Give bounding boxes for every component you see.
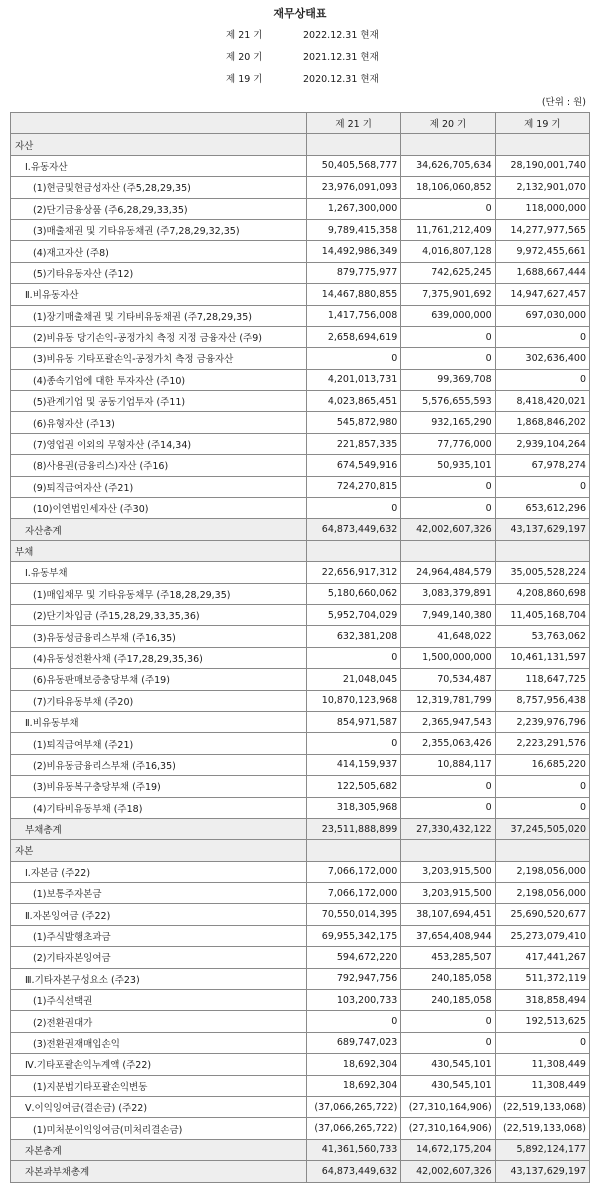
period-date: 2020.12.31 현재 [303,74,379,85]
amount-cell: 10,461,131,597 [495,647,589,668]
table-row [11,219,590,240]
amount-cell: 2,198,056,000 [495,861,589,882]
balance-sheet-table [10,112,590,1183]
amount-cell: (37,066,265,722) [307,1096,401,1117]
amount-cell: 14,467,880,855 [307,284,401,305]
amount-cell: 545,872,980 [307,412,401,433]
amount-cell: (22,519,133,068) [495,1118,589,1139]
table-row [11,711,590,732]
table-row [11,241,590,262]
account-label: (2)단기차입금 (주15,28,29,33,35,36) [11,604,307,625]
amount-cell: 0 [307,348,401,369]
amount-cell: 10,870,123,968 [307,690,401,711]
amount-cell: 14,672,175,204 [401,1139,495,1160]
amount-cell: 221,857,335 [307,433,401,454]
amount-cell: 103,200,733 [307,990,401,1011]
amount-cell: 639,000,000 [401,305,495,326]
account-label: Ⅱ.비유동자산 [11,284,307,305]
amount-cell: (27,310,164,906) [401,1096,495,1117]
amount-cell: 0 [495,1032,589,1053]
amount-cell: 1,688,667,444 [495,262,589,283]
account-label: (1)주식선택권 [11,990,307,1011]
amount-cell: 53,763,062 [495,626,589,647]
amount-cell: 122,505,682 [307,776,401,797]
amount-cell: 12,319,781,799 [401,690,495,711]
amount-cell: 9,972,455,661 [495,241,589,262]
period-label: 제 20 기 [226,52,263,63]
amount-cell: 0 [401,797,495,818]
amount-cell: 64,873,449,632 [307,1161,401,1182]
total-row [11,519,590,540]
amount-cell: 632,381,208 [307,626,401,647]
amount-cell: 22,656,917,312 [307,562,401,583]
account-label: (4)기타비유동부채 (주18) [11,797,307,818]
amount-cell: 118,647,725 [495,669,589,690]
table-row [11,498,590,519]
amount-cell [401,840,495,861]
amount-cell: 42,002,607,326 [401,519,495,540]
amount-cell: (22,519,133,068) [495,1096,589,1117]
amount-cell: 5,576,655,593 [401,391,495,412]
amount-cell: 18,692,304 [307,1054,401,1075]
amount-cell: 43,137,629,197 [495,1161,589,1182]
amount-cell: (37,066,265,722) [307,1118,401,1139]
table-row [11,647,590,668]
amount-cell: 23,976,091,093 [307,177,401,198]
amount-cell: 35,005,528,224 [495,562,589,583]
table-row [11,904,590,925]
amount-cell: 11,405,168,704 [495,604,589,625]
account-label: Ⅱ.비유동부채 [11,711,307,732]
account-label: (2)기타자본잉여금 [11,947,307,968]
amount-cell: 70,550,014,395 [307,904,401,925]
amount-cell: 34,626,705,634 [401,155,495,176]
account-label: Ⅰ.유동자산 [11,155,307,176]
amount-cell: 14,277,977,565 [495,219,589,240]
page-title: 재무상태표 [273,7,327,20]
amount-cell: 21,048,045 [307,669,401,690]
total-row [11,1161,590,1182]
table-row [11,1096,590,1117]
account-label: (4)종속기업에 대한 투자자산 (주10) [11,369,307,390]
amount-cell: 689,747,023 [307,1032,401,1053]
section-row [11,840,590,861]
account-label: (7)영업권 이외의 무형자산 (주14,34) [11,433,307,454]
account-label: (4)유동성전환사채 (주17,28,29,35,36) [11,647,307,668]
amount-cell: 879,775,977 [307,262,401,283]
amount-cell [401,540,495,561]
amount-cell: 0 [401,348,495,369]
table-row [11,583,590,604]
table-row [11,369,590,390]
amount-cell: 7,949,140,380 [401,604,495,625]
account-label: (1)보통주자본금 [11,883,307,904]
amount-cell: 41,648,022 [401,626,495,647]
table-row [11,1011,590,1032]
account-label: (5)관계기업 및 공동기업투자 (주11) [11,391,307,412]
table-row [11,604,590,625]
table-row [11,1118,590,1139]
account-label: (2)전환권대가 [11,1011,307,1032]
amount-cell: 16,685,220 [495,754,589,775]
account-label: 자본총계 [11,1139,307,1160]
table-row [11,1075,590,1096]
amount-cell: 27,330,432,122 [401,818,495,839]
account-label: (9)퇴직급여자산 (주21) [11,476,307,497]
amount-cell [495,540,589,561]
table-row [11,305,590,326]
amount-cell: 192,513,625 [495,1011,589,1032]
amount-cell: 24,964,484,579 [401,562,495,583]
amount-cell: 0 [307,733,401,754]
account-label: (3)매출채권 및 기타유동채권 (주7,28,29,32,35) [11,219,307,240]
amount-cell: 7,375,901,692 [401,284,495,305]
amount-cell: 14,492,986,349 [307,241,401,262]
table-row [11,626,590,647]
account-label: (6)유형자산 (주13) [11,412,307,433]
amount-cell: 2,223,291,576 [495,733,589,754]
period-date: 2022.12.31 현재 [303,30,379,41]
table-row [11,177,590,198]
amount-cell: 792,947,756 [307,968,401,989]
amount-cell: 70,534,487 [401,669,495,690]
account-label: (2)비유동 당기손익-공정가치 측정 지정 금융자산 (주9) [11,326,307,347]
amount-cell: 4,208,860,698 [495,583,589,604]
amount-cell: 23,511,888,899 [307,818,401,839]
account-label: 자산 [11,134,307,155]
amount-cell: 43,137,629,197 [495,519,589,540]
amount-cell: 42,002,607,326 [401,1161,495,1182]
amount-cell: 2,198,056,000 [495,883,589,904]
account-label: 부채총계 [11,818,307,839]
amount-cell: 511,372,119 [495,968,589,989]
account-label: (5)기타유동자산 (주12) [11,262,307,283]
table-row [11,391,590,412]
amount-cell: 41,361,560,733 [307,1139,401,1160]
table-row [11,455,590,476]
table-row [11,412,590,433]
account-label: (3)비유동 기타포괄손익-공정가치 측정 금융자산 [11,348,307,369]
amount-cell: 7,066,172,000 [307,883,401,904]
amount-cell: 8,757,956,438 [495,690,589,711]
amount-cell: 0 [495,476,589,497]
amount-cell: 25,273,079,410 [495,925,589,946]
amount-cell: 414,159,937 [307,754,401,775]
amount-cell [307,134,401,155]
account-label: (1)장기매출채권 및 기타비유동채권 (주7,28,29,35) [11,305,307,326]
table-body [11,134,590,1182]
amount-cell: 240,185,058 [401,990,495,1011]
amount-cell: 18,692,304 [307,1075,401,1096]
amount-cell: 302,636,400 [495,348,589,369]
amount-cell: 0 [401,198,495,219]
amount-cell: 742,625,245 [401,262,495,283]
amount-cell: 240,185,058 [401,968,495,989]
table-row [11,476,590,497]
table-row [11,861,590,882]
amount-cell: 69,955,342,175 [307,925,401,946]
account-label: 자산총계 [11,519,307,540]
total-row [11,818,590,839]
account-label: (1)지분법기타포괄손익변동 [11,1075,307,1096]
amount-cell [307,540,401,561]
amount-cell: 10,884,117 [401,754,495,775]
table-row [11,776,590,797]
amount-cell: 3,083,379,891 [401,583,495,604]
amount-cell: 50,935,101 [401,455,495,476]
period-date: 2021.12.31 현재 [303,52,379,63]
amount-cell [495,134,589,155]
account-label: (2)비유동금융리스부채 (주16,35) [11,754,307,775]
amount-cell: 2,658,694,619 [307,326,401,347]
amount-cell: 99,369,708 [401,369,495,390]
amount-cell: 0 [495,797,589,818]
amount-cell: 8,418,420,021 [495,391,589,412]
account-label: 부채 [11,540,307,561]
table-row [11,433,590,454]
account-label: (1)현금및현금성자산 (주5,28,29,35) [11,177,307,198]
amount-cell: 1,417,756,008 [307,305,401,326]
account-label: 자본 [11,840,307,861]
amount-cell: 0 [401,498,495,519]
account-label: (1)매입채무 및 기타유동채무 (주18,28,29,35) [11,583,307,604]
amount-cell: 697,030,000 [495,305,589,326]
amount-cell: 3,203,915,500 [401,883,495,904]
total-row [11,1139,590,1160]
period-label: 제 21 기 [226,30,263,41]
table-row [11,797,590,818]
table-header-row [11,113,590,134]
amount-cell: 37,654,408,944 [401,925,495,946]
amount-cell: 11,308,449 [495,1054,589,1075]
amount-cell: 1,267,300,000 [307,198,401,219]
section-row [11,540,590,561]
table-row [11,562,590,583]
amount-cell: 594,672,220 [307,947,401,968]
amount-cell: 417,441,267 [495,947,589,968]
amount-cell: 0 [401,326,495,347]
table-row [11,947,590,968]
account-label: Ⅰ.자본금 (주22) [11,861,307,882]
amount-cell: 67,978,274 [495,455,589,476]
amount-cell: 0 [495,776,589,797]
amount-cell: 7,066,172,000 [307,861,401,882]
table-row [11,155,590,176]
amount-cell: 2,939,104,264 [495,433,589,454]
amount-cell: 25,690,520,677 [495,904,589,925]
account-label: (6)유동판매보증충당부채 (주19) [11,669,307,690]
table-row [11,990,590,1011]
amount-cell: 1,500,000,000 [401,647,495,668]
period-label: 제 19 기 [226,74,263,85]
table-row [11,733,590,754]
amount-cell: 0 [401,476,495,497]
table-row [11,348,590,369]
amount-cell [495,840,589,861]
account-label: (10)이연법인세자산 (주30) [11,498,307,519]
amount-cell: 18,106,060,852 [401,177,495,198]
table-row [11,690,590,711]
amount-cell: 14,947,627,457 [495,284,589,305]
table-row [11,1032,590,1053]
amount-cell: 854,971,587 [307,711,401,732]
table-row [11,883,590,904]
amount-cell: 0 [401,776,495,797]
amount-cell: 0 [307,647,401,668]
column-header-21: 제 21 기 [307,113,401,134]
account-label: (1)주식발행초과금 [11,925,307,946]
amount-cell [307,840,401,861]
amount-cell: 430,545,101 [401,1054,495,1075]
account-label: Ⅲ.기타자본구성요소 (주23) [11,968,307,989]
amount-cell: 3,203,915,500 [401,861,495,882]
amount-cell: 0 [495,369,589,390]
amount-cell: 0 [495,326,589,347]
amount-cell: 5,180,660,062 [307,583,401,604]
amount-cell: 2,132,901,070 [495,177,589,198]
table-row [11,669,590,690]
amount-cell: (27,310,164,906) [401,1118,495,1139]
account-label: (3)전환권재매입손익 [11,1032,307,1053]
amount-cell: 2,365,947,543 [401,711,495,732]
amount-cell: 430,545,101 [401,1075,495,1096]
table-row [11,754,590,775]
column-header-19: 제 19 기 [495,113,589,134]
amount-cell: 64,873,449,632 [307,519,401,540]
amount-cell: 4,016,807,128 [401,241,495,262]
account-label: Ⅳ.기타포괄손익누계액 (주22) [11,1054,307,1075]
amount-cell: 4,023,865,451 [307,391,401,412]
table-row [11,326,590,347]
amount-cell: 4,201,013,731 [307,369,401,390]
amount-cell: 0 [401,1032,495,1053]
amount-cell: 118,000,000 [495,198,589,219]
account-label: (3)비유동복구충당부채 (주19) [11,776,307,797]
amount-cell: 653,612,296 [495,498,589,519]
amount-cell: 1,868,846,202 [495,412,589,433]
table-row [11,925,590,946]
amount-cell: 9,789,415,358 [307,219,401,240]
amount-cell: 50,405,568,777 [307,155,401,176]
amount-cell: 932,165,290 [401,412,495,433]
amount-cell: 2,355,063,426 [401,733,495,754]
table-row [11,284,590,305]
column-header-account [11,113,307,134]
amount-cell: 724,270,815 [307,476,401,497]
amount-cell: 453,285,507 [401,947,495,968]
amount-cell: 5,952,704,029 [307,604,401,625]
amount-cell: 318,858,494 [495,990,589,1011]
account-label: (2)단기금융상품 (주6,28,29,33,35) [11,198,307,219]
amount-cell: 77,776,000 [401,433,495,454]
amount-cell [401,134,495,155]
table-row [11,262,590,283]
account-label: (3)유동성금융리스부채 (주16,35) [11,626,307,647]
account-label: (8)사용권(금융리스)자산 (주16) [11,455,307,476]
account-label: Ⅱ.자본잉여금 (주22) [11,904,307,925]
amount-cell: 0 [401,1011,495,1032]
amount-cell: 11,761,212,409 [401,219,495,240]
account-label: (4)재고자산 (주8) [11,241,307,262]
amount-cell: 0 [307,1011,401,1032]
account-label: 자본과부채총계 [11,1161,307,1182]
table-row [11,968,590,989]
table-row [11,198,590,219]
amount-cell: 38,107,694,451 [401,904,495,925]
account-label: (7)기타유동부채 (주20) [11,690,307,711]
amount-cell: 11,308,449 [495,1075,589,1096]
amount-cell: 0 [307,498,401,519]
amount-cell: 37,245,505,020 [495,818,589,839]
amount-cell: 318,305,968 [307,797,401,818]
table-row [11,1054,590,1075]
account-label: Ⅰ.유동부채 [11,562,307,583]
account-label: (1)퇴직급여부채 (주21) [11,733,307,754]
account-label: Ⅴ.이익잉여금(결손금) (주22) [11,1096,307,1117]
account-label: (1)미처분이익잉여금(미처리결손금) [11,1118,307,1139]
amount-cell: 5,892,124,177 [495,1139,589,1160]
unit-label: (단위 : 원) [541,97,586,108]
column-header-20: 제 20 기 [401,113,495,134]
amount-cell: 2,239,976,796 [495,711,589,732]
amount-cell: 28,190,001,740 [495,155,589,176]
amount-cell: 674,549,916 [307,455,401,476]
section-row [11,134,590,155]
